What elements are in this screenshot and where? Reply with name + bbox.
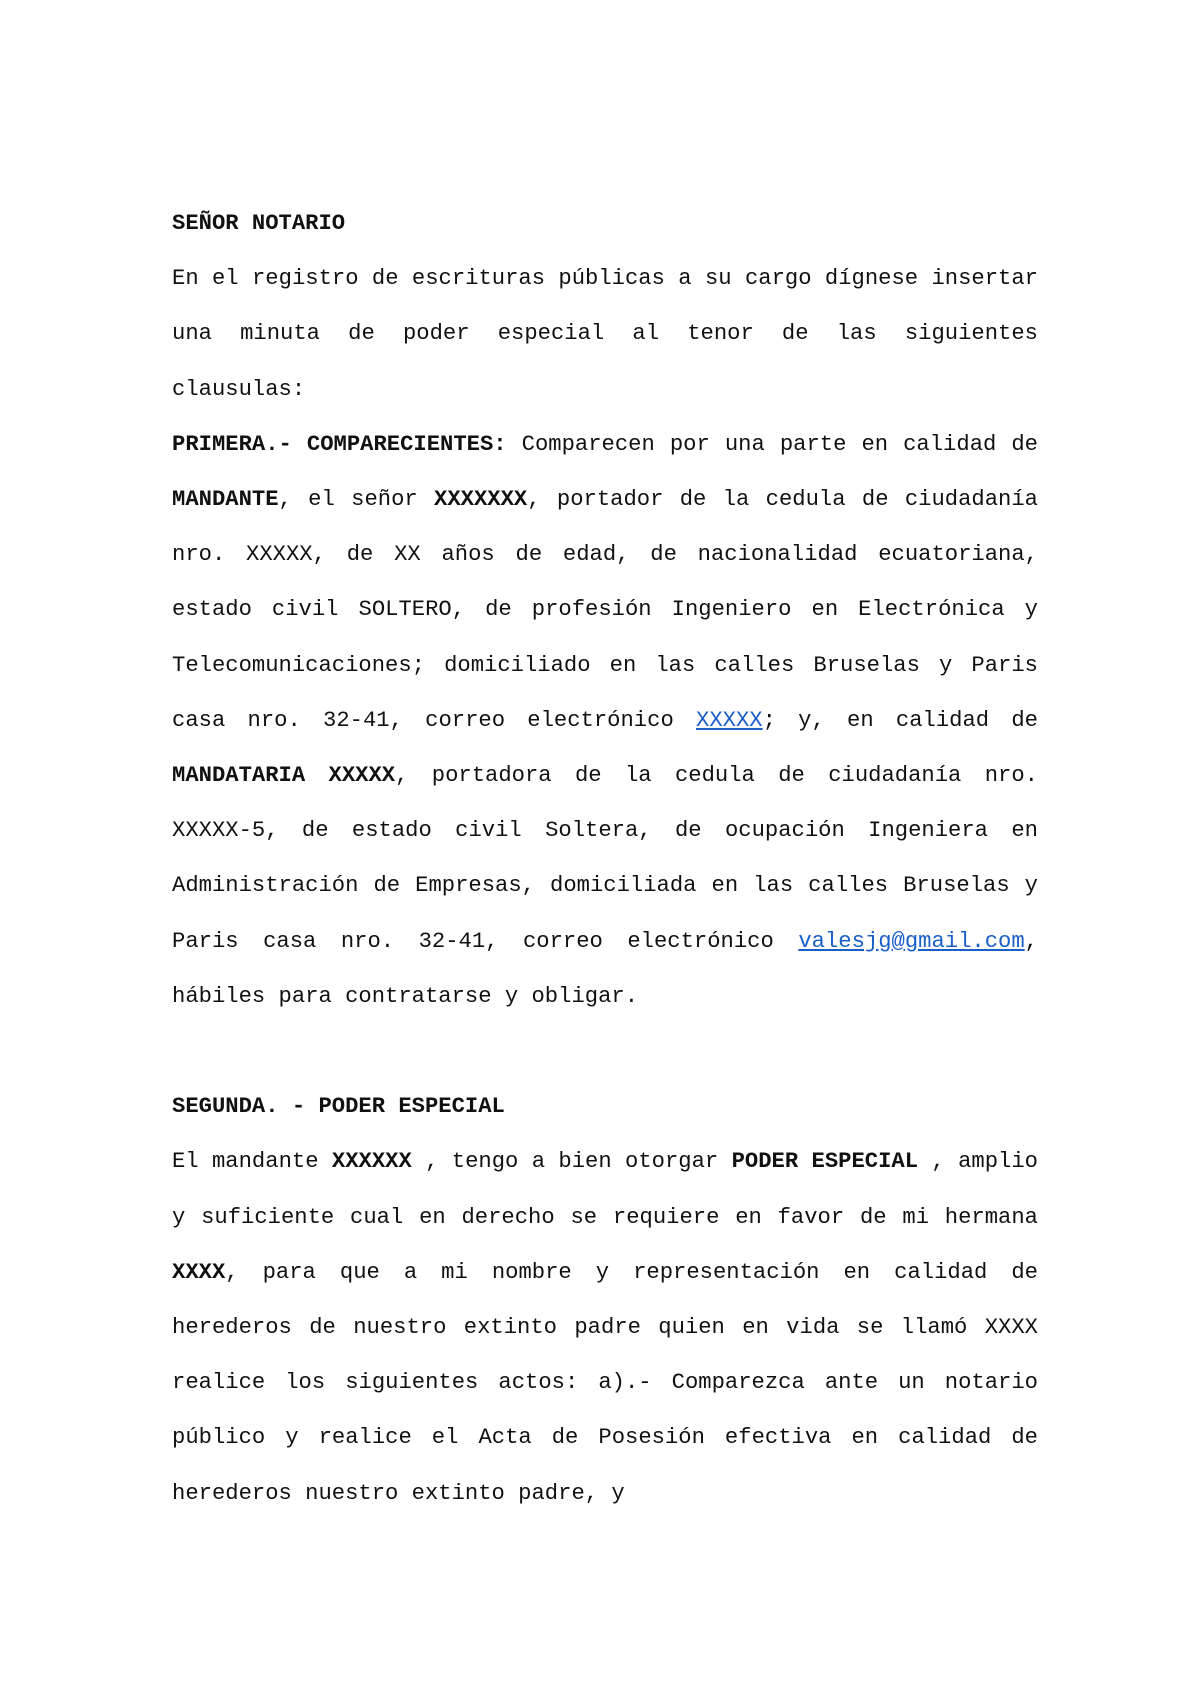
hermana-name: XXXX (172, 1259, 226, 1285)
clause-text: El mandante (172, 1149, 332, 1175)
clause-segunda-heading: SEGUNDA. - PODER ESPECIAL (172, 1094, 505, 1120)
clause-primera (172, 417, 1038, 1024)
paragraph-spacer (172, 1024, 1038, 1079)
mandataria-label: MANDATARIA XXXXX (172, 763, 396, 789)
clause-text: , portadora de la cedula de ciudadanía nro. XXXXX-5, de estado civil Soltera, de ocupación Ingeniera en Administración de Empresas, domiciliada en las calles Bruselas y Paris casa nro. 32-41, correo electrónico (172, 763, 1038, 954)
clause-segunda (172, 1134, 1038, 1520)
mandante-label: MANDANTE (172, 487, 279, 513)
clause-text: , portador de la cedula de ciudadanía nro. XXXXX, de XX años de edad, de nacionalidad ecuatoriana, estado civil SOLTERO, de profesión Ingeniero en Electrónica y Telecomunicaciones; domiciliado en las calles Bruselas y Paris casa nro. 32-41, correo electrónico (172, 487, 1038, 733)
clause-text: Comparecen por una parte en calidad de (506, 431, 1038, 457)
clause-text: , amplio y suficiente cual en derecho se requiere en favor de mi hermana (172, 1149, 1038, 1230)
clause-text: , el señor (278, 487, 435, 513)
document-title: SEÑOR NOTARIO (172, 211, 346, 236)
email-link-mandante[interactable]: XXXXX (696, 707, 763, 733)
clause-primera-label: PRIMERA.- COMPARECIENTES: (172, 431, 507, 457)
document-page (172, 196, 1038, 1521)
clause-text: , para que a mi nombre y representación en calidad de herederos de nuestro extinto padre quien en vida se llamó XXXX realice los siguientes actos: a).- Comparezca ante un notario público y realice el Acta de Posesión efectiva en calidad de herederos nuestro extinto padre, y (172, 1259, 1038, 1506)
segunda-mandante-name: XXXXXX (331, 1149, 412, 1175)
email-link-mandataria[interactable]: valesjg@gmail.com (798, 928, 1025, 954)
clause-text: ; y, en calidad de (762, 707, 1039, 733)
mandante-name: XXXXXXX (434, 487, 528, 513)
clause-text: , hábiles para contratarse y obligar. (172, 928, 1038, 1009)
poder-especial-label: PODER ESPECIAL (731, 1149, 919, 1175)
intro-paragraph: En el registro de escrituras públicas a su cargo dígnese insertar una minuta de poder especial al tenor de las siguientes clausulas: (172, 266, 1038, 402)
clause-text: , tengo a bien otorgar (411, 1149, 732, 1175)
